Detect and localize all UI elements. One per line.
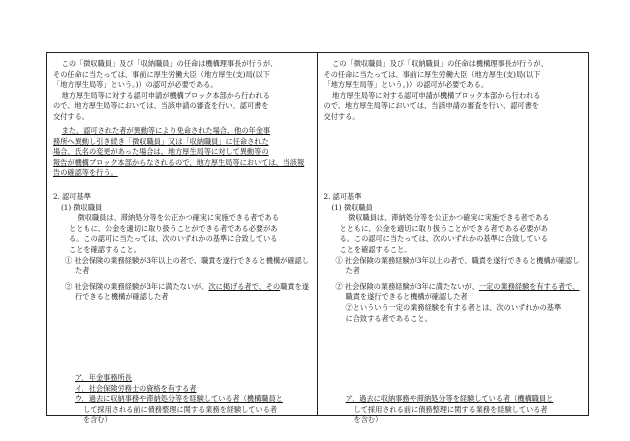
- criterion-1: ① 社会保険の業務経験が3年以上の者で、職責を遂行できると機構が確認した者: [335, 255, 580, 276]
- text-line: 地方厚生局等に対する認可申請が機構ブロック本部から行われる: [332, 90, 541, 100]
- left-options: [53, 373, 311, 426]
- text-line: 交付する。: [323, 111, 360, 121]
- criterion-2-note: に合致する者であること。: [345, 313, 432, 323]
- text-line: 「地方厚生局等」という。)）の認可が必要である。: [53, 80, 218, 90]
- text-line: ので、地方厚生局等においては、当該申請の審査を行い、認可書を: [53, 101, 269, 111]
- text-line: その任命に当たっては、事前に厚生労働大臣（地方厚生(支)局(以下: [323, 69, 541, 79]
- comparison-table: [46, 52, 589, 425]
- right-column: [318, 53, 589, 425]
- underlined-text: 報告が機構ブロック本部からなされるので、地方厚生局等においては、当該報告の確認等を行う。: [53, 157, 305, 178]
- criterion-2: [53, 282, 311, 303]
- text-line: 地方厚生局等に対する認可申請が機構ブロック本部から行われる: [61, 90, 270, 100]
- text-line: その任命に当たっては、事前に厚生労働大臣（地方厚生(支)局(以下: [53, 69, 270, 79]
- subsection-title: (1) 徴収職員: [331, 202, 373, 212]
- left-column: [47, 53, 318, 425]
- option-a: ア．過去に収納事務や滞納処分等を経験している者（機構職員と: [345, 394, 554, 403]
- option-c-cont: して採用される前に債務整理に関する業務を経験している者: [83, 404, 278, 414]
- underlined-text: また、認可された者が異動等により免命された場合、他の年金事: [61, 126, 271, 135]
- text-line: この「徴収職員」及び「収納職員」の任命は機構理事長が行うが、: [332, 59, 548, 68]
- underlined-text: 務所へ異動し引き続き「徴収職員」又は「収納職員」に任命された: [53, 136, 269, 146]
- subsection-title: (1) 徴収職員: [61, 202, 103, 212]
- text-line: ことを確認すること。: [339, 244, 412, 254]
- text-line: る。この認可に当たっては、次のいずれかの基準に合致している: [339, 234, 548, 244]
- option-a-cont: を含む）: [353, 415, 383, 425]
- option-a-cont: して採用される前に債務整理に関する業務を経験している者: [353, 404, 548, 414]
- option-c: ウ．過去に収納事務や滞納処分等を経験している者（機構職員と: [75, 394, 283, 404]
- text-line: ので、地方厚生局等においては、当該申請の審査を行い、認可書を: [323, 101, 539, 111]
- right-options: [324, 394, 583, 426]
- text-line: 徴収職員は、滞納処分等を公正かつ確実に実施できる者である: [77, 213, 279, 223]
- criterion-1: ① 社会保険の業務経験が3年以上の者で、職責を遂行できると機構が確認した者: [65, 255, 309, 276]
- text-line: 交付する。: [53, 111, 89, 121]
- criterion-2-text: ② 社会保険の業務経験が3年に満たないが、: [335, 281, 479, 291]
- underlined-text: する者で、: [543, 281, 580, 291]
- option-a: ア．年金事務所長: [75, 373, 132, 382]
- underlined-text: の: [272, 281, 281, 291]
- underlined-text: 一定の業務経験を有: [478, 281, 544, 291]
- option-b: イ．社会保険労務士の資格を有する者: [75, 383, 197, 393]
- text-line: ことを確認すること。: [69, 244, 141, 254]
- text-line: 徴収職員は、滞納処分等を公正かつ確実に実施できる者である: [348, 213, 550, 223]
- text-line: この「徴収職員」及び「収納職員」の任命は機構理事長が行うが、: [61, 59, 278, 68]
- option-c-cont: を含む）: [83, 415, 112, 425]
- right-criteria: [324, 192, 583, 324]
- right-intro: [324, 59, 583, 123]
- left-amendment: [53, 126, 311, 179]
- section-title: 2. 認可基準: [53, 192, 91, 201]
- text-line: とともに、公金を適切に取り扱うことができる者である必要があ: [339, 223, 548, 233]
- left-intro: [53, 59, 311, 123]
- text-line: 「地方厚生局等」という。)）の認可が必要である。: [323, 80, 489, 90]
- criterion-2-note: ②といういう一定の業務経験を有する者とは、次のいずれかの基準: [345, 302, 562, 312]
- underlined-text: 次に掲げる者で、そ: [208, 281, 273, 291]
- text-line: る。この認可に当たっては、次のいずれかの基準に合致している: [69, 234, 278, 244]
- criterion-2-tail: 職責を遂行できると機構が確認した者: [75, 281, 309, 302]
- left-criteria: [53, 192, 311, 303]
- section-title: 2. 認可基準: [323, 192, 362, 201]
- criterion-2: [324, 282, 583, 303]
- criterion-2-text: ② 社会保険の業務経験が3年に満たないが、: [65, 281, 209, 291]
- text-line: とともに、公金を適切に取り扱うことができる者である必要があ: [69, 223, 278, 233]
- underlined-text: 場合、氏名の変更があった場合は、地方厚生局等に対して異動等の: [53, 147, 269, 157]
- criterion-2-tail: 職責を遂行できると機構が確認した者: [345, 292, 468, 302]
